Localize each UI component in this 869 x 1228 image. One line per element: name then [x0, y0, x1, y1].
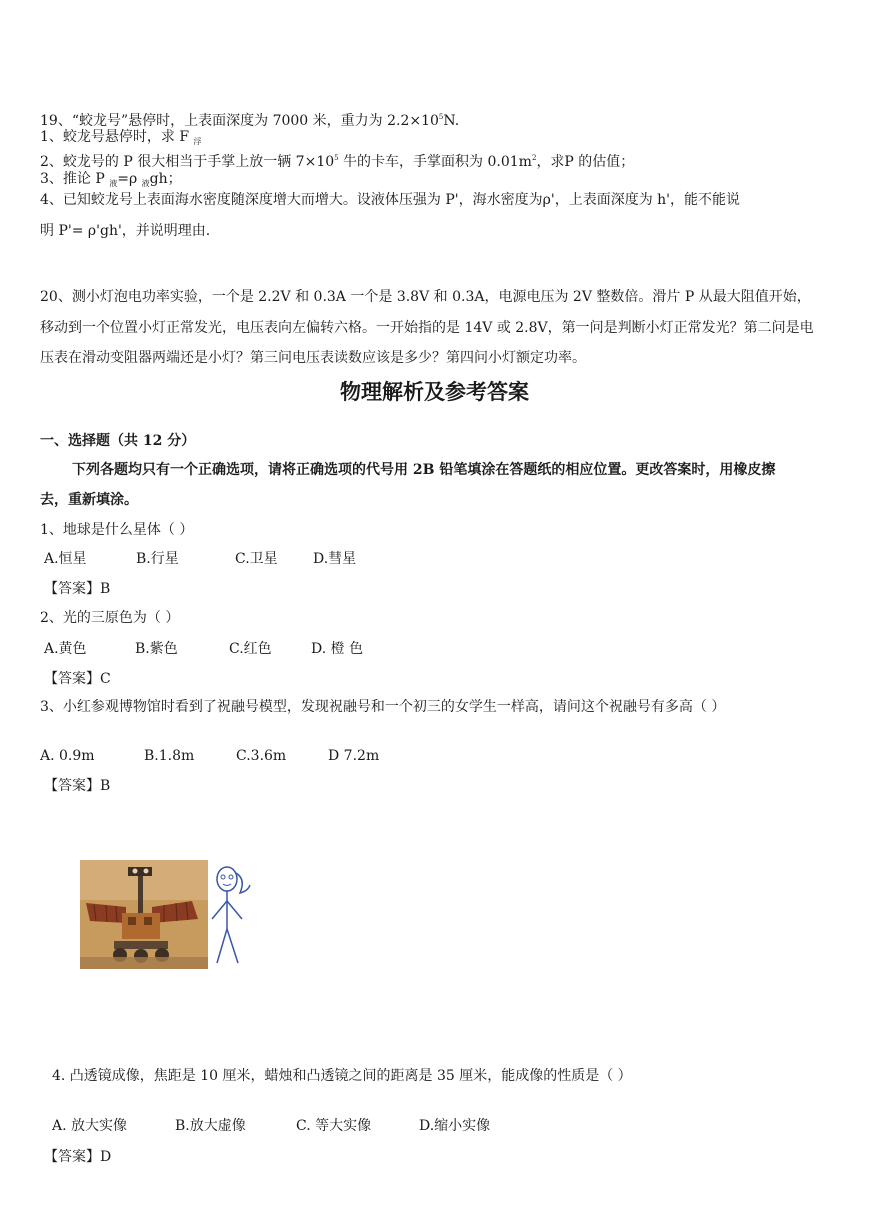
q1-answer: 【答案】B [44, 581, 111, 597]
q19-sub4-line2: 明 P'= ρ'gh'，并说明理由. [40, 223, 211, 239]
q1-option-a: A.恒星 [44, 551, 87, 567]
q19-sub3-text-end: gh； [149, 171, 182, 187]
rover-and-girl-illustration-icon [80, 857, 255, 969]
q2-answer: 【答案】C [44, 671, 111, 687]
q19-title-exponent: 5 [438, 113, 444, 121]
q3-answer: 【答案】B [44, 778, 111, 794]
q2-option-a: A.黄色 [44, 641, 87, 657]
q19-sub3-text: 3、推论 P [40, 171, 110, 187]
q19-sub2-text-end: ，求P 的估值； [536, 154, 635, 170]
q19-sub2 [40, 149, 634, 171]
q19-sub4-line1: 4、已知蛟龙号上表面海水密度随深度增大而增大。设液体压强为 P'，海水密度为ρ'，上表面深度为 h'，能不能说 [40, 192, 741, 208]
q20-line2: 移动到一个位置小灯正常发光，电压表向左偏转六格。一开始指的是 14V 或 2.8V，第一问是判断小灯正常发光？第二问是电 [40, 320, 814, 336]
q2-option-b: B.紫色 [135, 641, 178, 657]
q3-option-c: C.3.6m [236, 748, 287, 764]
q2-stem: 2、光的三原色为（ ） [40, 610, 180, 626]
q19-title-unit: N. [443, 113, 460, 129]
q1-option-d: D.彗星 [313, 551, 357, 567]
q19-sub3-subscript1: 液 [109, 179, 118, 188]
q19-title-text: 19、“蛟龙号”悬停时，上表面深度为 7000 米，重力为 2.2×10 [40, 113, 439, 129]
q19-sub1-subscript: 浮 [193, 137, 202, 146]
q1-option-b: B.行星 [136, 551, 179, 567]
q1-stem: 1、地球是什么星体（ ） [40, 522, 194, 538]
q4-option-c: C. 等大实像 [296, 1118, 372, 1134]
q1-option-c: C.卫星 [235, 551, 278, 567]
q19-title [40, 108, 459, 130]
q19-sub2-text-mid: 牛的卡车，手掌面积为 0.01m [338, 154, 532, 170]
q3-option-d: D 7.2m [328, 748, 380, 764]
section-heading: 一、选择题（共 12 分） [40, 433, 196, 449]
q19-sub3 [40, 170, 182, 193]
q20-line1: 20、测小灯泡电功率实验，一个是 2.2V 和 0.3A 一个是 3.8V 和 0.3A，电源电压为 2V 整数倍。滑片 P 从最大阻值开始， [40, 289, 811, 305]
q20-line3: 压表在滑动变阻器两端还是小灯？第三问电压表读数应该是多少？第四问小灯额定功率。 [40, 350, 586, 366]
q4-option-b: B.放大虚像 [175, 1118, 246, 1134]
q2-option-c: C.红色 [229, 641, 272, 657]
q4-option-d: D.缩小实像 [419, 1118, 491, 1134]
q19-sub2-exponent2: 2 [531, 154, 537, 162]
q19-sub1-text: 1、蛟龙号悬停时，求 F [40, 129, 194, 145]
section-instructions-line1: 下列各题均只有一个正确选项，请将正确选项的代号用 2B 铅笔填涂在答题纸的相应位置。更改答案时，用橡皮擦 [72, 462, 776, 478]
q4-answer: 【答案】D [44, 1149, 112, 1165]
q3-option-b: B.1.8m [144, 748, 195, 764]
q4-option-a: A. 放大实像 [52, 1118, 128, 1134]
rover-and-girl-figure [80, 857, 255, 969]
q19-sub3-subscript2: 液 [141, 179, 150, 188]
q3-stem: 3、小红参观博物馆时看到了祝融号模型，发现祝融号和一个初三的女学生一样高，请问这个祝融号有多高（ ） [40, 699, 726, 715]
q4-stem: 4. 凸透镜成像，焦距是 10 厘米，蜡烛和凸透镜之间的距离是 35 厘米，能成像的性质是（ ） [52, 1068, 632, 1084]
q3-option-a: A. 0.9m [40, 748, 95, 764]
q19-sub2-text: 2、蛟龙号的 P 很大相当于手掌上放一辆 7×10 [40, 154, 335, 170]
q19-sub3-text-mid: =ρ [117, 171, 142, 187]
q2-option-d: D. 橙 色 [311, 641, 364, 657]
answer-key-title: 物理解析及参考答案 [340, 379, 529, 404]
q19-sub1 [40, 128, 202, 151]
section-instructions-line2: 去，重新填涂。 [40, 492, 138, 508]
q19-sub2-exponent: 5 [334, 154, 339, 162]
